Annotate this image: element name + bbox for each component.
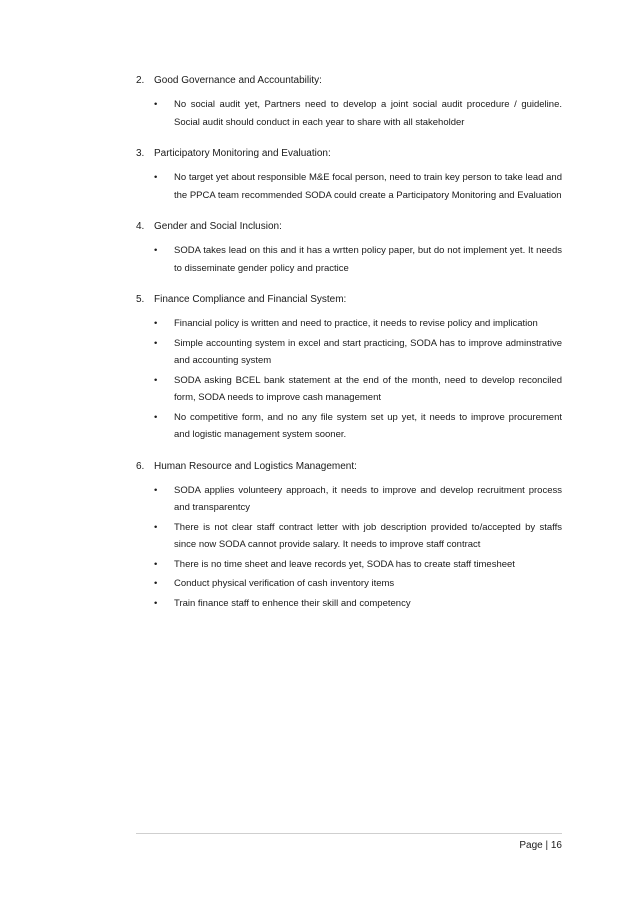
section — [136, 460, 562, 613]
list-item — [136, 519, 562, 554]
list-item-text: No social audit yet, Partners need to develop a joint social audit procedure / guideline. Social audit should conduct in each year to share with all stakeholder — [174, 99, 562, 128]
section-number: 2. — [136, 75, 145, 86]
list-item — [136, 595, 562, 613]
list-item-text: SODA asking BCEL bank statement at the end of the month, need to develop reconciled form, SODA needs to improve cash management — [174, 374, 562, 403]
section — [136, 74, 562, 131]
list-item — [136, 409, 562, 444]
section-heading — [136, 147, 562, 161]
list-item — [136, 335, 562, 370]
bullet-list — [136, 482, 562, 613]
bullet-icon: • — [154, 484, 158, 496]
bullet-icon: • — [154, 411, 158, 423]
section-number: 5. — [136, 294, 145, 305]
section-title: Finance Compliance and Financial System: — [154, 294, 347, 305]
bullet-icon: • — [154, 172, 158, 183]
section-heading — [136, 220, 562, 234]
bullet-list — [136, 315, 562, 444]
section-title: Human Resource and Logistics Management: — [154, 460, 357, 472]
bullet-list — [136, 242, 562, 277]
list-item — [136, 575, 562, 593]
section-number: 3. — [136, 148, 145, 159]
bullet-icon: • — [154, 318, 158, 329]
list-item-text: Train finance staff to enhence their skill and competency — [174, 597, 411, 609]
bullet-list — [136, 96, 562, 131]
list-item-text: There is no time sheet and leave records yet, SODA has to create staff timesheet — [174, 558, 515, 570]
list-item-text: SODA applies volunteery approach, it needs to improve and develop recruitment process and transparentcy — [174, 484, 562, 513]
list-item-text: No target yet about responsible M&E focal person, need to train key person to take lead and the PPCA team recommended SODA could create a Participatory Monitoring and Evaluation — [174, 172, 562, 201]
bullet-icon: • — [154, 521, 158, 533]
bullet-icon: • — [154, 374, 158, 386]
section-heading — [136, 74, 562, 88]
list-item-text: Simple accounting system in excel and start practicing, SODA has to improve adminstrative and accounting system — [174, 337, 562, 366]
list-item-text: Conduct physical verification of cash inventory items — [174, 578, 395, 589]
list-item-text: No competitive form, and no any file system set up yet, it needs to improve procurement and logistic management system sooner. — [174, 411, 562, 440]
section — [136, 293, 562, 444]
list-item-text: SODA takes lead on this and it has a wrtten policy paper, but do not implement yet. It needs to disseminate gender policy and practice — [174, 245, 562, 274]
page-footer — [136, 833, 562, 853]
bullet-icon: • — [154, 245, 158, 256]
bullet-list — [136, 169, 562, 204]
list-item — [136, 315, 562, 333]
section-number: 6. — [136, 460, 145, 472]
section-number: 4. — [136, 221, 145, 232]
section-title: Good Governance and Accountability: — [154, 75, 322, 86]
bullet-icon: • — [154, 99, 158, 110]
bullet-icon: • — [154, 578, 158, 589]
section-heading — [136, 293, 562, 307]
list-item — [136, 556, 562, 574]
section — [136, 147, 562, 204]
section-title: Participatory Monitoring and Evaluation: — [154, 148, 331, 159]
bullet-icon: • — [154, 597, 158, 609]
list-item — [136, 242, 562, 277]
section-heading — [136, 460, 562, 474]
section — [136, 220, 562, 277]
list-item — [136, 482, 562, 517]
list-item-text: There is not clear staff contract letter with job description provided to/accepted by staffs since now SODA cannot provide salary. It needs to improve staff contract — [174, 521, 562, 550]
list-item — [136, 169, 562, 204]
list-item-text: Financial policy is written and need to practice, it needs to revise policy and implication — [174, 318, 538, 329]
section-title: Gender and Social Inclusion: — [154, 221, 282, 232]
bullet-icon: • — [154, 558, 158, 570]
page-number: Page | 16 — [519, 840, 562, 851]
document-body — [136, 74, 562, 628]
list-item — [136, 372, 562, 407]
list-item — [136, 96, 562, 131]
bullet-icon: • — [154, 337, 158, 349]
